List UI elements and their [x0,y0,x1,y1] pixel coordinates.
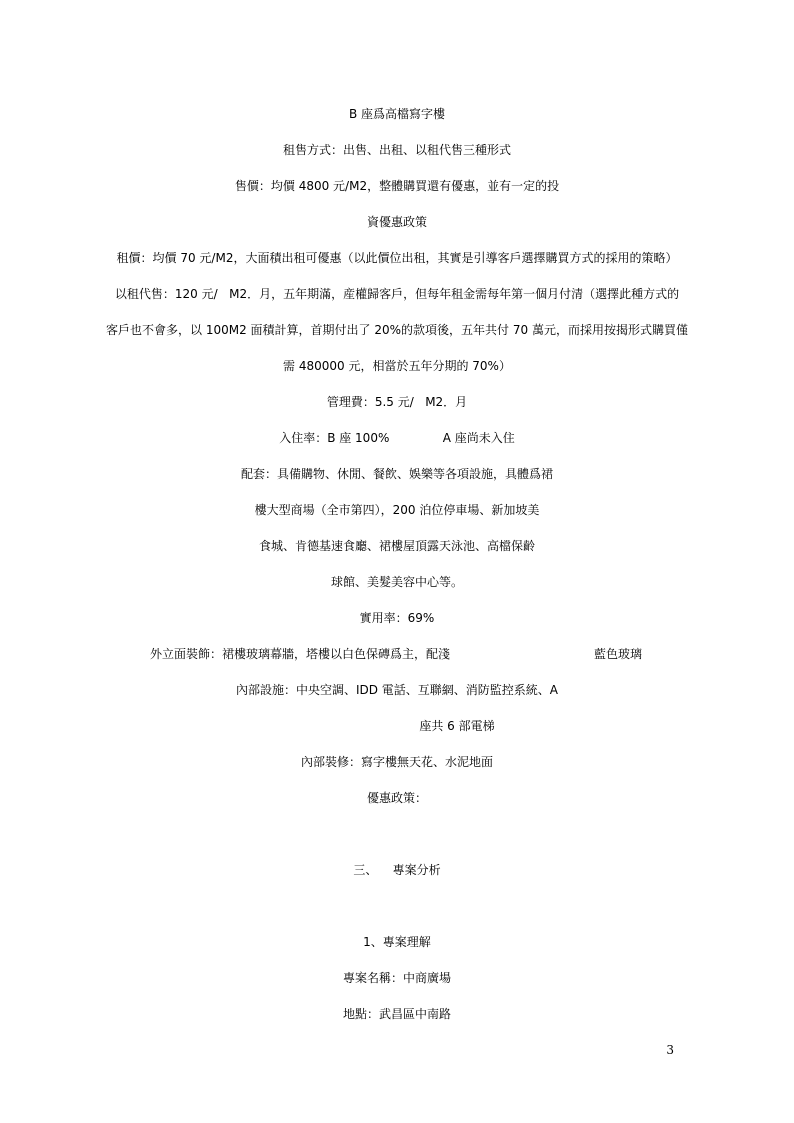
text-line-20: 優惠政策： [366,791,427,805]
page-number: 3 [666,1043,674,1057]
text-line-19: 內部裝修：寫字樓無天花、水泥地面 [300,755,493,769]
text-line-18: 座共 6 部電梯 [419,719,495,733]
subsection-heading: 1、專案理解 [363,935,431,949]
text-line-8: 需 480000 元，相當於五年分期的 70%） [283,359,511,373]
text-line-6: 以租代售：120 元/ M2．月，五年期滿，産權歸客戶，但每年租金需每年第一個月付清（選擇此種方式的 [114,287,680,301]
text-line-13: 食城、肯德基速食廳、裙樓屋頂露天泳池、高檔保齡 [258,539,535,553]
text-line-16: 外立面裝飾：裙樓玻璃幕牆，塔樓以白色保磚爲主，配淺 [150,647,451,661]
text-line-3: 售價：均價 4800 元/M2，整體購買還有優惠，並有一定的投 [234,179,560,193]
text-line-2: 租售方式：出售、出租、以租代售三種形式 [282,143,511,157]
text-line-14: 球館、美髮美容中心等。 [330,575,463,589]
text-line-16b: 藍色玻璃 [594,647,643,661]
text-line-12: 樓大型商場（全市第四），200 泊位停車場、新加坡美 [254,503,540,517]
text-line-4: 資優惠政策 [366,215,427,229]
text-line-15: 實用率：69% [359,611,435,625]
text-line-21: 專案名稱：中商廣場 [342,971,451,985]
text-line-7: 客戶也不會多，以 100M2 面積計算，首期付出了 20%的款項後，五年共付 70 萬元，而採用按揭形式購買僅 [106,323,688,337]
text-line-11: 配套：具備購物、休閒、餐飲、娛樂等各項設施，具體爲裙 [240,467,553,481]
text-line-5: 租價：均價 70 元/M2，大面積出租可優惠（以此價位出租，其實是引導客戶選擇購買方式的採用的策略） [116,251,678,265]
text-line-9: 管理費：5.5 元/ M2．月 [326,395,468,409]
text-line-17: 內部設施：中央空調、IDD 電話、互聯網、消防監控系統、A [235,683,559,697]
text-line-22: 地點：武昌區中南路 [342,1007,451,1021]
text-line-10: 入住率：B 座 100% A 座尚未入住 [279,431,515,445]
section-heading: 三、 專案分析 [353,863,441,877]
text-line-1: B 座爲高檔寫字樓 [348,107,446,121]
